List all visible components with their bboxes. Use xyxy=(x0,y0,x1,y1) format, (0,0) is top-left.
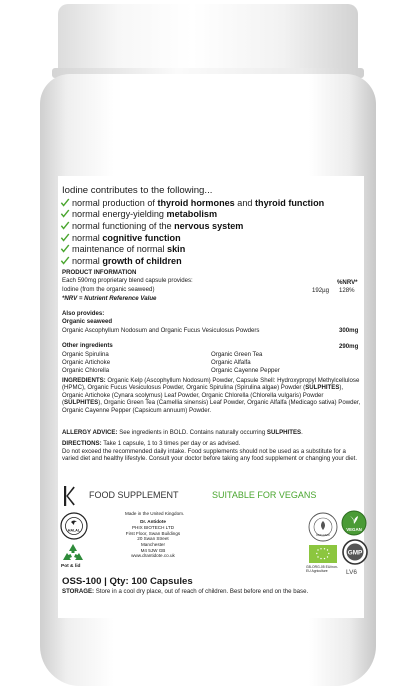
gmp-seal-icon xyxy=(342,539,368,565)
brand-name: Dr. Antidote xyxy=(140,518,166,524)
claim-text: normal production of xyxy=(72,197,158,208)
address-city: Manchester xyxy=(140,541,165,547)
suitable-vegans-text: SUITABLE FOR VEGANS xyxy=(212,490,317,500)
claim-highlight: metabolism xyxy=(166,209,218,220)
health-claims-list xyxy=(60,197,324,267)
ingredients-paragraph xyxy=(62,377,364,414)
allergen-text: SULPHITES xyxy=(305,384,340,392)
other-ingredients-heading: Other ingredients xyxy=(62,342,113,349)
pot-lid-label: Pot & lid xyxy=(61,564,81,569)
ingredients-text: ), Organic Artichoke (Cynara scolymus) Leaf Powder, Organic Chlorella (Chlorella vulgaris) Powder ( xyxy=(62,384,344,407)
seaweed-item: Organic Ascophyllum Nodosum and Organic Fucus Vesiculosus Powders xyxy=(62,327,260,334)
each-capsule-text: Each 590mg proprietary blend capsule provides: xyxy=(62,277,193,284)
storage-text: Store in a cool dry place, out of reach of children. Best before end on the base. xyxy=(94,588,309,595)
other-left-2: Organic Artichoke xyxy=(62,359,111,366)
allergy-label: ALLERGY ADVICE: xyxy=(62,429,118,436)
check-icon xyxy=(60,198,70,208)
warning-text: Do not exceed the recommended daily intake. Food supplements should not be used as a substitute for a varied diet and healthy lifestyle. Consult your doctor before taking any food supplement or changing your diet. xyxy=(62,448,358,463)
storage-label: STORAGE: xyxy=(62,588,95,595)
other-left-1: Organic Spirulina xyxy=(62,351,109,358)
claim-highlight: thyroid function xyxy=(254,197,325,208)
check-icon xyxy=(60,256,70,266)
claim-text: normal functioning of the xyxy=(72,220,175,231)
health-claim xyxy=(60,255,324,267)
ingredients-label: INGREDIENTS: xyxy=(62,377,106,384)
claim-highlight: growth of children xyxy=(102,255,182,266)
check-icon xyxy=(60,244,70,254)
other-left-3: Organic Chlorella xyxy=(62,367,110,374)
other-ingredients-amount: 290mg xyxy=(339,343,359,350)
website: www.drantidote.co.uk xyxy=(131,553,175,559)
claim-text: normal xyxy=(72,255,103,266)
claim-highlight: thyroid hormones xyxy=(157,197,235,208)
halal-seal-label: HALAL xyxy=(67,528,81,533)
claim-highlight: skin xyxy=(167,244,186,255)
nrv-header: %NRV* xyxy=(337,279,358,286)
iodine-label: Iodine (from the organic seaweed) xyxy=(62,286,155,293)
storage xyxy=(62,588,308,595)
made-in-uk: Made in the United Kingdom. xyxy=(125,511,185,516)
soil-association-organic-icon xyxy=(308,512,338,542)
product-info-heading: PRODUCT INFORMATION xyxy=(62,269,137,276)
other-right-1: Organic Green Tea xyxy=(211,351,263,358)
claim-highlight: nervous system xyxy=(174,220,244,231)
organic-seaweed-heading: Organic seaweed xyxy=(62,318,113,325)
allergy-text: See ingredients in BOLD. Contains naturally occurring xyxy=(117,429,267,436)
address-line-1: First Floor, Swan Buildings xyxy=(125,530,181,536)
eu-organic-leaf-icon xyxy=(309,545,337,563)
recycle-icon xyxy=(61,543,85,563)
address-line-2: 20 Swan Street xyxy=(137,536,169,542)
organic-code: GB-ORG-05 EU/non-EU Agriculture xyxy=(306,565,339,573)
bottle-cap xyxy=(58,4,358,74)
vegan-badge-label: VEGAN xyxy=(346,527,362,532)
halal-seal-icon xyxy=(60,512,88,540)
soil-seal-label: ORGANIC xyxy=(315,533,331,537)
other-right-2: Organic Alfalfa xyxy=(211,359,251,366)
claim-text: normal energy-yielding xyxy=(72,209,167,220)
claim-highlight: cognitive function xyxy=(102,232,181,243)
dr-antidote-logo-icon xyxy=(63,485,75,507)
ingredients-text: ), Organic Green Tea (Camellia sinensis) Leaf Powder, Organic Alfalfa (Medicago sativa) Powder, Organic Cayenne Pepper (Capsicum annuum) Powder. xyxy=(62,399,361,414)
other-right-3: Organic Cayenne Pepper xyxy=(211,367,280,374)
nrv-note: *NRV = Nutrient Reference Value xyxy=(62,295,157,302)
check-icon xyxy=(60,221,70,231)
iodine-nrv: 128% xyxy=(339,287,355,294)
check-icon xyxy=(60,209,70,219)
food-supplement-text: FOOD SUPPLEMENT xyxy=(89,490,179,500)
gmp-seal-label: GMP xyxy=(347,549,363,557)
allergy-bold: SULPHITES xyxy=(266,429,302,436)
oss-quantity: OSS-100 | Qty: 100 Capsules xyxy=(62,576,193,587)
ingredients-text: Organic Kelp (Ascophyllum Nodosum) Powder, Capsule Shell: Hydroxypropyl Methylcellulose (HPMC), Organic Fucus Vesiculosus Powder, Organic Spirulina (Spirulina algae) Powder ( xyxy=(62,377,360,392)
lv-code: LV6 xyxy=(346,569,357,576)
iodine-amount: 192µg xyxy=(312,287,330,294)
vegan-badge-icon xyxy=(341,510,367,536)
claim-text: maintenance of normal xyxy=(72,244,168,255)
allergy-advice: ALLERGY ADVICE: See ingredients in BOLD. Contains naturally occurring SULPHITES. xyxy=(62,429,303,436)
allergen-text: SULPHITES xyxy=(64,399,99,407)
health-claim xyxy=(60,220,324,232)
health-claim xyxy=(60,232,324,244)
health-claim xyxy=(60,197,324,209)
claim-text: normal xyxy=(72,232,103,243)
directions-text: Take 1 capsule, 1 to 3 times per day or as advised. xyxy=(101,440,241,447)
company-name: PHIX BIOTECH LTD xyxy=(131,525,175,531)
intro-text: Iodine contributes to the following... xyxy=(62,185,213,196)
claim-text: and xyxy=(234,197,255,208)
check-icon xyxy=(60,233,70,243)
directions xyxy=(62,440,364,447)
address-postcode: M4 5JW GB xyxy=(140,547,166,553)
seaweed-amount: 300mg xyxy=(339,327,359,334)
health-claim xyxy=(60,243,324,255)
maker-block xyxy=(125,511,185,559)
health-claim xyxy=(60,209,324,221)
also-provides-heading: Also provides: xyxy=(62,310,105,317)
directions-label: DIRECTIONS: xyxy=(62,440,102,447)
